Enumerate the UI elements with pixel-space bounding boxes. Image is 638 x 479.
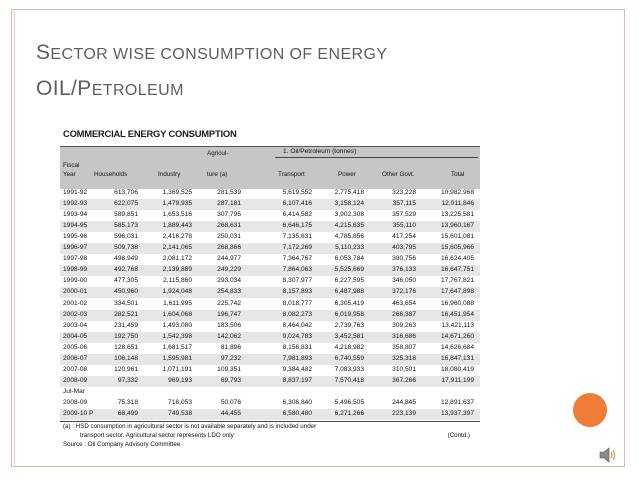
col-fiscal: Fiscal: [63, 162, 80, 169]
cell-industry: 1,542,398: [162, 332, 192, 340]
cell-industry: 1,924,048: [162, 288, 192, 296]
cell-industry: 2,139,889: [162, 266, 192, 274]
cell-other: 372,176: [392, 288, 416, 296]
cell-agri: 183,506: [217, 321, 241, 329]
cell-power: 4,785,856: [334, 233, 364, 241]
cell-total: 16,451,954: [440, 310, 474, 318]
table-row: [60, 332, 480, 343]
cell-power: 4,218,982: [334, 343, 364, 351]
table-source: Source : Oil Company Advisory Committee: [63, 441, 181, 449]
cell-households: 585,173: [114, 222, 138, 230]
cell-agri: 293,034: [217, 277, 241, 285]
cell-transport: 8,837,197: [282, 376, 312, 384]
cell-year: 1998-99: [63, 266, 88, 274]
table-row: [60, 199, 480, 210]
cell-total: 14,626,684: [440, 343, 474, 351]
cell-year: 2008-09: [63, 398, 88, 406]
cell-households: 97,332: [117, 376, 138, 384]
cell-other: 357,529: [392, 211, 416, 219]
cell-industry: 2,416,278: [162, 233, 192, 241]
cell-transport: 7,172,269: [282, 244, 312, 252]
cell-industry: 2,115,860: [163, 277, 192, 285]
table-row: [60, 254, 480, 265]
cell-power: 3,452,581: [334, 332, 364, 340]
table-row: [60, 265, 480, 276]
cell-other: 223,139: [392, 410, 416, 417]
cell-power: 2,739,763: [334, 321, 364, 329]
cell-power: 6,227,595: [334, 277, 364, 285]
table-row: [60, 243, 480, 254]
cell-industry: 749,538: [168, 410, 192, 417]
cell-industry: 1,604,068: [162, 310, 192, 318]
cell-households: 68,499: [117, 410, 138, 417]
table-row: [60, 232, 480, 243]
cell-other: 463,654: [392, 299, 416, 307]
cell-households: 509,738: [114, 244, 138, 252]
table-row: [60, 343, 480, 354]
cell-households: 498,949: [114, 255, 138, 263]
cell-transport: 6,414,582: [282, 211, 312, 219]
cell-total: 13,421,113: [441, 321, 474, 329]
cell-year: 1996-97: [63, 244, 88, 252]
cell-year: 2003-04: [63, 321, 88, 329]
cell-households: 282,521: [114, 310, 138, 318]
col-other: Other Govt.: [382, 171, 415, 178]
cell-transport: 9,024,783: [282, 332, 312, 340]
cell-households: 492,768: [114, 266, 138, 274]
cell-other: 376,133: [392, 266, 416, 274]
cell-transport: 8,157,893: [282, 288, 312, 296]
table-row: [60, 221, 480, 232]
cell-transport: 5,619,552: [282, 189, 312, 196]
cell-transport: 6,580,480: [282, 410, 312, 417]
cell-households: 120,961: [114, 365, 138, 373]
cell-total: 17,647,898: [440, 288, 474, 296]
cell-transport: 8,018,777: [282, 299, 312, 307]
cell-power: 6,487,988: [334, 288, 364, 296]
title-line-2: ETROLEUM: [91, 82, 184, 99]
cell-agri: 307,795: [217, 211, 241, 219]
table-row: [60, 276, 480, 287]
cell-agri: 81,896: [220, 343, 241, 351]
table-row: [60, 376, 480, 387]
cell-agri: 196,747: [217, 310, 241, 318]
cell-year: 2007-08: [63, 365, 88, 373]
cell-year: 2008-09: [63, 376, 88, 384]
cell-transport: 8,307,977: [282, 277, 312, 285]
orange-circle-decoration: [573, 393, 607, 427]
col-households: Households: [94, 171, 128, 178]
cell-transport: 9,384,482: [282, 365, 312, 373]
table-row: [60, 310, 480, 321]
cell-other: 325,318: [392, 354, 416, 362]
speaker-icon[interactable]: [599, 447, 617, 463]
cell-households: 596,031: [114, 233, 138, 241]
cell-agri: 44,455: [220, 410, 241, 417]
cell-year: 1993-94: [63, 211, 88, 219]
cell-other: 358,807: [392, 343, 416, 351]
cell-year: 2006-07: [63, 354, 88, 362]
cell-other: 355,110: [392, 222, 416, 230]
cell-transport: 6,646,175: [282, 222, 312, 230]
group-header: 1. Oil/Petroleum (tonnes): [275, 148, 478, 158]
table-bottom-rule: [60, 421, 480, 422]
cell-agri: 281,539: [217, 189, 241, 196]
cell-other: 323,228: [392, 189, 416, 196]
cell-year: 1999-00: [63, 277, 88, 285]
cell-total: 16,847,131: [440, 354, 474, 362]
cell-households: 192,750: [114, 332, 138, 340]
cell-year: 2009-10 P: [63, 410, 94, 417]
cell-total: 17,767,821: [440, 277, 474, 285]
cell-year: 1992-93: [63, 200, 88, 208]
table-row: [60, 398, 480, 409]
cell-power: 5,525,669: [334, 266, 364, 274]
table-row: [60, 299, 480, 310]
cell-total: 13,937,397: [440, 410, 474, 417]
cell-transport: 6,107,416: [282, 200, 312, 208]
table-row: [60, 287, 480, 298]
cell-year: 1991-92: [63, 189, 88, 196]
title-initial-1: S: [36, 41, 51, 64]
cell-households: 75,318: [117, 398, 138, 406]
cell-other: 417,254: [392, 233, 416, 241]
cell-other: 403,795: [392, 244, 416, 252]
cell-agri: 254,833: [217, 288, 241, 296]
cell-transport: 6,306,840: [282, 398, 312, 406]
cell-power: 6,740,559: [334, 354, 364, 362]
cell-households: 589,851: [114, 211, 138, 219]
cell-agri: 142,062: [217, 332, 241, 340]
cell-industry: 1,595,981: [162, 354, 192, 362]
cell-power: 5,496,505: [334, 398, 364, 406]
footnote-2: transport sector. Agricultural sector represents LDO only: [80, 432, 234, 440]
cell-total: 18,080,419: [440, 365, 474, 373]
cell-total: 12,011,846: [441, 200, 474, 208]
cell-other: 266,387: [392, 310, 416, 318]
cell-industry: 1,681,517: [162, 343, 192, 351]
cell-year: 2001-02: [63, 299, 88, 307]
cell-transport: 7,364,767: [282, 255, 312, 263]
cell-other: 380,756: [392, 255, 416, 263]
cell-transport: 8,082,273: [282, 310, 312, 318]
cell-transport: 7,864,063: [282, 266, 312, 274]
cell-households: 128,651: [114, 343, 138, 351]
cell-total: 15,601,081: [440, 233, 474, 241]
table-row: [60, 210, 480, 221]
cell-year: 2000-01: [63, 288, 88, 296]
cell-industry: 1,071,191: [162, 365, 192, 373]
cell-total: 16,960,088: [440, 299, 474, 307]
cell-total: 13,960,167: [440, 222, 474, 230]
cell-power: 6,305,419: [334, 299, 364, 307]
cell-other: 316,686: [392, 332, 416, 340]
cell-transport: 8,156,831: [282, 343, 312, 351]
cell-power: 6,053,784: [334, 255, 364, 263]
cell-agri: 50,076: [220, 398, 241, 406]
col-agri-1: Agricul-: [207, 150, 229, 157]
cell-year: 2002-03: [63, 310, 88, 318]
cell-year: 1995-96: [63, 233, 88, 241]
col-year: Year: [63, 171, 76, 178]
col-agri-2: ture (a): [207, 171, 228, 178]
cell-power: 7,570,418: [334, 376, 364, 384]
cell-households: 477,305: [114, 277, 138, 285]
cell-other: 244,845: [392, 398, 416, 406]
contd-label: (Contd.): [447, 432, 470, 440]
cell-other: 309,263: [392, 321, 416, 329]
cell-industry: 1,611,995: [163, 299, 192, 307]
slide-title: [36, 36, 556, 108]
cell-agri: 225,742: [217, 299, 241, 307]
cell-industry: 1,493,080: [162, 321, 192, 329]
cell-transport: 8,464,042: [282, 321, 312, 329]
cell-industry: 1,479,935: [162, 200, 192, 208]
table-heading: COMMERCIAL ENERGY CONSUMPTION: [63, 128, 237, 139]
cell-total: 17,911,199: [441, 376, 474, 384]
cell-year: 1994-95: [63, 222, 88, 230]
cell-agri: 69,793: [220, 376, 241, 384]
cell-industry: 969,193: [168, 376, 192, 384]
col-industry: Industry: [158, 171, 181, 178]
cell-transport: 7,981,893: [282, 354, 312, 362]
cell-power: 6,271,266: [334, 410, 364, 417]
table-row: [60, 321, 480, 332]
title-line-1: ECTOR WISE CONSUMPTION OF ENERGY: [50, 46, 388, 63]
cell-year: 1997-98: [63, 255, 88, 263]
cell-total: 14,671,260: [440, 332, 474, 340]
cell-agri: 250,031: [217, 233, 241, 241]
cell-agri: 287,181: [217, 200, 241, 208]
cell-agri: 244,977: [217, 255, 241, 263]
table-row: [60, 188, 480, 199]
table-row: [60, 409, 480, 420]
cell-total: 15,605,966: [440, 244, 474, 252]
cell-power: 5,110,233: [335, 244, 364, 252]
cell-power: 2,775,418: [334, 189, 364, 196]
cell-year: 2004-05: [63, 332, 88, 340]
cell-households: 622,075: [114, 200, 138, 208]
cell-power: 6,019,958: [334, 310, 364, 318]
cell-transport: 7,135,631: [282, 233, 312, 241]
cell-agri: 268,866: [217, 244, 241, 252]
cell-industry: 718,053: [168, 398, 192, 406]
cell-industry: 2,141,065: [162, 244, 192, 252]
cell-total: 16,624,405: [440, 255, 474, 263]
footnote-1: (a) : HSD consumption in agricultural sector is not available separately and is included under: [63, 423, 317, 431]
col-transport: Transport: [278, 171, 305, 178]
cell-total: 10,982,968: [440, 189, 474, 196]
table-row: [60, 354, 480, 365]
cell-industry: 1,369,525: [162, 189, 192, 196]
col-total: Total: [451, 171, 465, 178]
cell-year: 2005-06: [63, 343, 88, 351]
cell-power: 4,215,635: [334, 222, 364, 230]
cell-households: 231,459: [114, 321, 138, 329]
cell-industry: 1,889,443: [162, 222, 192, 230]
cell-power: 3,902,308: [334, 211, 364, 219]
cell-total: 12,891,637: [440, 398, 474, 406]
table-row: [60, 365, 480, 376]
table-subheading: Jul-Mar: [63, 387, 85, 395]
cell-power: 7,083,933: [334, 365, 364, 373]
cell-power: 3,158,124: [334, 200, 364, 208]
cell-other: 310,501: [392, 365, 416, 373]
cell-industry: 1,653,516: [162, 211, 192, 219]
cell-agri: 249,229: [217, 266, 241, 274]
cell-other: 357,115: [392, 200, 416, 208]
cell-households: 334,501: [114, 299, 138, 307]
cell-households: 450,960: [114, 288, 138, 296]
cell-total: 13,225,581: [440, 211, 474, 219]
title-initial-2: OIL/P: [36, 77, 92, 100]
cell-households: 106,148: [114, 354, 138, 362]
cell-households: 613,706: [114, 189, 138, 196]
cell-total: 16,647,751: [440, 266, 474, 274]
cell-other: 346,050: [392, 277, 416, 285]
cell-agri: 109,351: [217, 365, 241, 373]
energy-consumption-table: [60, 128, 480, 449]
cell-agri: 268,631: [217, 222, 241, 230]
col-power: Power: [338, 171, 356, 178]
cell-other: 367,266: [392, 376, 416, 384]
slide-accent-line: [14, 9, 15, 467]
cell-industry: 2,081,172: [162, 255, 192, 263]
cell-agri: 97,232: [220, 354, 241, 362]
